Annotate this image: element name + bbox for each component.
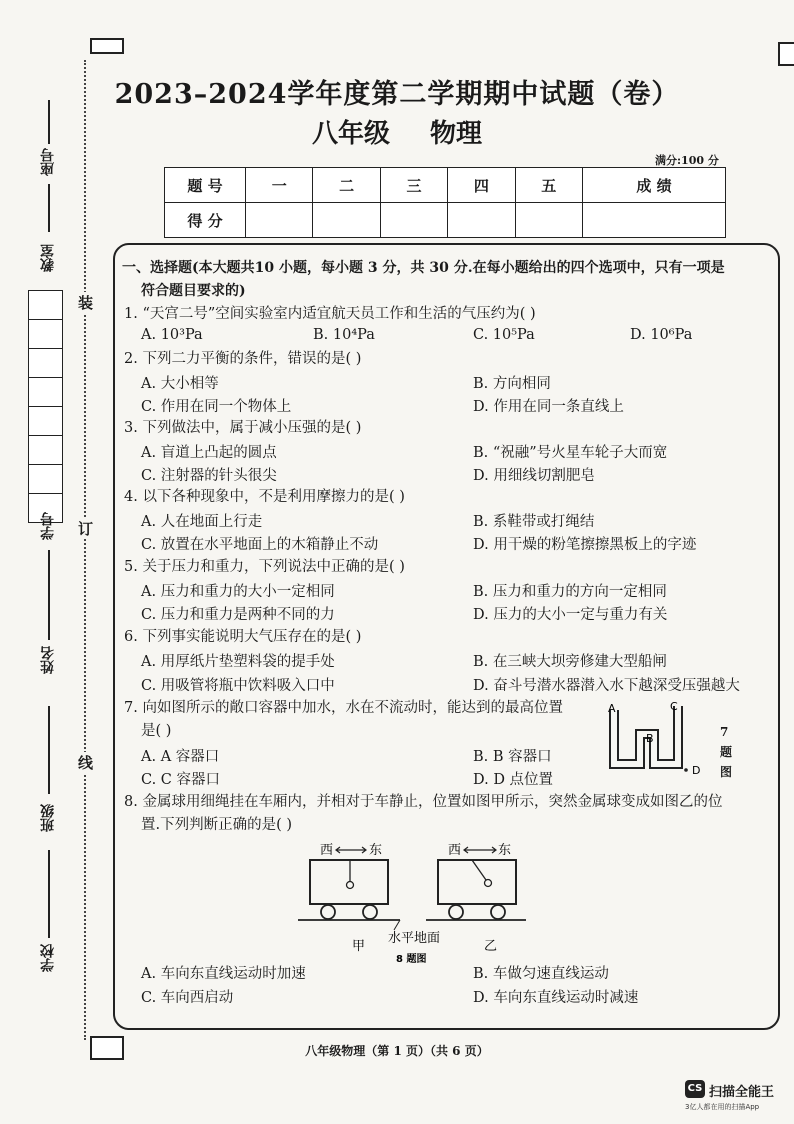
q8-option-a[interactable]: A. 车向东直线运动时加速 bbox=[141, 966, 306, 982]
binding-mark-zhuang: 装 bbox=[78, 294, 94, 312]
fig8-arrow-right bbox=[464, 847, 496, 853]
q7-option-a[interactable]: A. A 容器口 bbox=[141, 749, 220, 765]
corner-mark-top-left bbox=[90, 38, 124, 54]
fig8-label-yi: 乙 bbox=[484, 939, 498, 954]
q5-stem: 5. 关于压力和重力，下列说法中正确的是( ) bbox=[124, 559, 405, 575]
q1-option-c[interactable]: C. 10⁵Pa bbox=[473, 327, 535, 343]
q5-option-c[interactable]: C. 压力和重力是两种不同的力 bbox=[141, 607, 335, 623]
q6-option-a[interactable]: A. 用厚纸片垫塑料袋的提手处 bbox=[141, 654, 335, 670]
q3-option-a[interactable]: A. 盲道上凸起的圆点 bbox=[141, 445, 277, 461]
page-footer: 八年级物理（第 1 页）（共 6 页） bbox=[305, 1044, 489, 1058]
student-no-boxes bbox=[28, 290, 63, 523]
fig8-east-label-left: 东 bbox=[369, 843, 383, 858]
fig8-label-jia: 甲 bbox=[352, 939, 366, 954]
fig7-caption: 7 题 图 bbox=[720, 725, 733, 779]
fig8-ball-right bbox=[485, 880, 492, 887]
name-label: 姓名 bbox=[40, 646, 56, 674]
q2-option-b[interactable]: B. 方向相同 bbox=[473, 376, 551, 392]
fig7-label-c: C bbox=[670, 700, 678, 713]
q3-option-c[interactable]: C. 注射器的针头很尖 bbox=[141, 468, 277, 484]
q4-option-c[interactable]: C. 放置在水平地面上的木箱静止不动 bbox=[141, 537, 379, 553]
q3-option-d[interactable]: D. 用细线切割肥皂 bbox=[473, 468, 595, 484]
cs-logo-icon: CS bbox=[685, 1080, 705, 1098]
score-cell-2: 二 bbox=[313, 168, 380, 203]
full-score: 满分:100 分 bbox=[655, 154, 719, 167]
q3-stem: 3. 下列做法中，属于减小压强的是( ) bbox=[124, 420, 362, 436]
figure-8-car-diagram bbox=[290, 838, 530, 966]
fig8-east-label-right: 东 bbox=[498, 843, 512, 858]
exam-subtitle bbox=[0, 113, 794, 150]
q5-option-b[interactable]: B. 压力和重力的方向一定相同 bbox=[473, 584, 667, 600]
q2-stem: 2. 下列二力平衡的条件，错误的是( ) bbox=[124, 351, 362, 367]
binding-dotted-line bbox=[84, 60, 86, 1040]
q4-option-a[interactable]: A. 人在地面上行走 bbox=[141, 514, 263, 530]
q2-option-a[interactable]: A. 大小相等 bbox=[141, 376, 219, 392]
score-input-total[interactable] bbox=[582, 203, 725, 238]
q7-option-d[interactable]: D. D 点位置 bbox=[473, 772, 554, 788]
q7-option-c[interactable]: C. C 容器口 bbox=[141, 772, 220, 788]
q8-option-d[interactable]: D. 车向东直线运动时减速 bbox=[473, 990, 639, 1006]
q8-option-c[interactable]: C. 车向西启动 bbox=[141, 990, 234, 1006]
score-input-1[interactable] bbox=[246, 203, 313, 238]
fig8-west-label-right: 西 bbox=[448, 843, 462, 858]
score-cell-1: 一 bbox=[246, 168, 313, 203]
q5-option-a[interactable]: A. 压力和重力的大小一定相同 bbox=[141, 584, 335, 600]
figure-7-container-diagram bbox=[600, 698, 740, 788]
fig8-ground-pointer bbox=[394, 920, 400, 930]
q6-stem: 6. 下列事实能说明大气压存在的是( ) bbox=[124, 629, 362, 645]
q6-option-b[interactable]: B. 在三峡大坝旁修建大型船闸 bbox=[473, 654, 667, 670]
score-cell-3: 三 bbox=[380, 168, 447, 203]
fig8-wheel-left-2 bbox=[363, 905, 377, 919]
score-input-2[interactable] bbox=[313, 203, 380, 238]
scanner-tagline: 3亿人都在用的扫描App bbox=[685, 1103, 760, 1111]
q1-stem: 1. “天宫二号”空间实验室内适宜航天员工作和生活的气压约为( ) bbox=[124, 306, 536, 322]
fig8-wheel-right-2 bbox=[491, 905, 505, 919]
score-table-score-row bbox=[165, 203, 726, 238]
q1-option-d[interactable]: D. 10⁶Pa bbox=[630, 327, 693, 343]
score-row-label: 得 分 bbox=[165, 203, 246, 238]
fig8-arrow-left bbox=[336, 847, 366, 853]
fig8-caption: 8 题图 bbox=[396, 954, 427, 965]
q2-option-c[interactable]: C. 作用在同一个物体上 bbox=[141, 399, 292, 415]
section1-heading: 一、选择题(本大题共10 小题，每小题 3 分，共 30 分.在每小题给出的四个选项中，只有一项是 bbox=[122, 260, 725, 276]
q1-option-a[interactable]: A. 10³Pa bbox=[141, 327, 203, 343]
fig7-label-a: A bbox=[608, 702, 616, 715]
q1-option-b[interactable]: B. 10⁴Pa bbox=[313, 327, 375, 343]
score-input-5[interactable] bbox=[515, 203, 582, 238]
score-table bbox=[164, 167, 726, 238]
grade: 八年级 bbox=[311, 119, 390, 149]
q8-stem: 8. 金属球用细绳挂在车厢内，并相对于车静止，位置如图甲所示，突然金属球变成如图乙的位 bbox=[124, 794, 723, 810]
q7-stem: 7. 向如图所示的敞口容器中加水，水在不流动时，能达到的最高位置 bbox=[124, 700, 563, 716]
score-cell-5: 五 bbox=[515, 168, 582, 203]
q6-option-c[interactable]: C. 用吸管将瓶中饮料吸入口中 bbox=[141, 678, 335, 694]
q4-stem: 4. 以下各种现象中，不是利用摩擦力的是( ) bbox=[124, 489, 405, 505]
q6-option-d[interactable]: D. 奋斗号潜水器潜入水下越深受压强越大 bbox=[473, 678, 740, 694]
score-input-4[interactable] bbox=[448, 203, 515, 238]
class-label: 班级 bbox=[40, 804, 56, 832]
scanner-app-name: 扫描全能王 bbox=[709, 1085, 775, 1100]
q4-option-b[interactable]: B. 系鞋带或打绳结 bbox=[473, 514, 595, 530]
q7-stem-cont: 是( ) bbox=[141, 723, 172, 739]
fig7-point-d bbox=[684, 768, 688, 772]
score-cell-total: 成 绩 bbox=[582, 168, 725, 203]
binding-mark-ding: 订 bbox=[78, 520, 94, 538]
score-cell-label: 题 号 bbox=[165, 168, 246, 203]
exam-title: 2023–2024学年度第二学期期中试题（卷） bbox=[114, 79, 680, 110]
score-table-header-row bbox=[165, 168, 726, 203]
score-input-3[interactable] bbox=[380, 203, 447, 238]
q8-stem-cont: 置.下列判断正确的是( ) bbox=[141, 817, 293, 833]
corner-mark-top-right bbox=[778, 42, 794, 66]
section1-heading-cont: 符合题目要求的) bbox=[141, 283, 246, 299]
class-line bbox=[48, 706, 50, 794]
q2-option-d[interactable]: D. 作用在同一条直线上 bbox=[473, 399, 624, 415]
classroom-label: 教室 bbox=[40, 244, 56, 272]
score-cell-4: 四 bbox=[448, 168, 515, 203]
q4-option-d[interactable]: D. 用干燥的粉笔擦擦黑板上的字迹 bbox=[473, 537, 697, 553]
fig8-ball-left bbox=[347, 882, 354, 889]
seat-no-label: 座号 bbox=[40, 148, 56, 176]
school-line bbox=[48, 850, 50, 938]
name-line bbox=[48, 550, 50, 640]
fig8-wheel-right-1 bbox=[449, 905, 463, 919]
q8-option-b[interactable]: B. 车做匀速直线运动 bbox=[473, 966, 609, 982]
q3-option-b[interactable]: B. “祝融”号火星车轮子大而宽 bbox=[473, 445, 668, 461]
fig8-wheel-left-1 bbox=[321, 905, 335, 919]
fig7-label-d: D bbox=[692, 764, 701, 777]
subject: 物理 bbox=[430, 119, 483, 149]
school-label: 学校 bbox=[40, 944, 56, 972]
fig8-west-label-left: 西 bbox=[320, 843, 334, 858]
q7-option-b[interactable]: B. B 容器口 bbox=[473, 749, 552, 765]
classroom-line bbox=[48, 184, 50, 232]
fig8-ground-label: 水平地面 bbox=[388, 931, 441, 946]
q5-option-d[interactable]: D. 压力的大小一定与重力有关 bbox=[473, 607, 668, 623]
student-no-label: 学号 bbox=[40, 512, 56, 540]
fig7-label-b: B bbox=[646, 732, 654, 745]
binding-mark-xian: 线 bbox=[78, 754, 94, 772]
fig8-string-right bbox=[472, 860, 486, 880]
